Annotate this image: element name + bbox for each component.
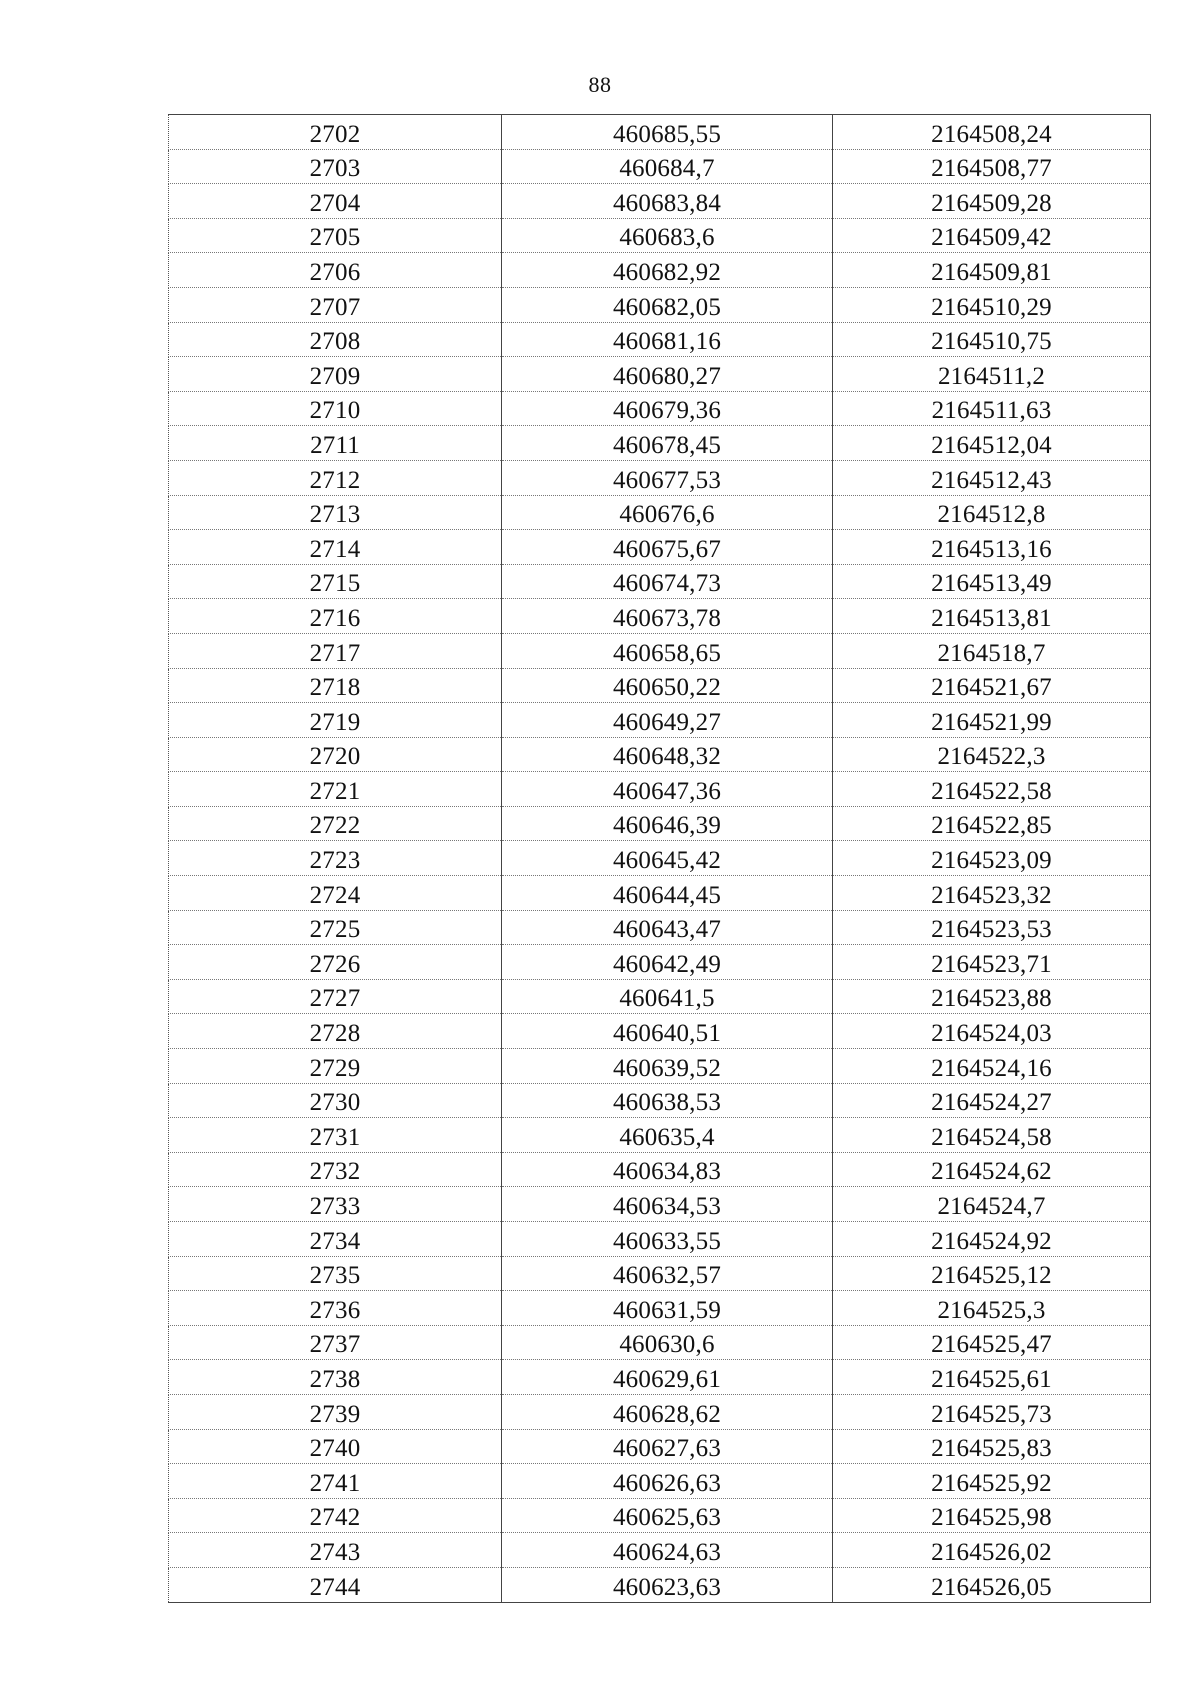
x-coordinate-cell: 460635,4: [502, 1118, 833, 1153]
y-coordinate-cell: 2164513,49: [833, 564, 1151, 599]
y-coordinate-cell: 2164523,53: [833, 910, 1151, 945]
x-coordinate-cell: 460645,42: [502, 841, 833, 876]
point-number-cell: 2729: [169, 1049, 502, 1084]
y-coordinate-cell: 2164524,58: [833, 1118, 1151, 1153]
y-coordinate-cell: 2164512,43: [833, 460, 1151, 495]
x-coordinate-cell: 460684,7: [502, 149, 833, 184]
x-coordinate-cell: 460680,27: [502, 357, 833, 392]
table-row: [169, 1049, 1151, 1084]
x-coordinate-cell: 460678,45: [502, 426, 833, 461]
table-row: [169, 772, 1151, 807]
x-coordinate-cell: 460674,73: [502, 564, 833, 599]
x-coordinate-cell: 460676,6: [502, 495, 833, 530]
y-coordinate-cell: 2164513,81: [833, 599, 1151, 634]
x-coordinate-cell: 460658,65: [502, 633, 833, 668]
table-row: [169, 737, 1151, 772]
x-coordinate-cell: 460625,63: [502, 1498, 833, 1533]
table-row: [169, 1152, 1151, 1187]
point-number-cell: 2702: [169, 115, 502, 150]
x-coordinate-cell: 460682,05: [502, 287, 833, 322]
y-coordinate-cell: 2164524,03: [833, 1014, 1151, 1049]
point-number-cell: 2718: [169, 668, 502, 703]
y-coordinate-cell: 2164512,04: [833, 426, 1151, 461]
table-row: [169, 1325, 1151, 1360]
y-coordinate-cell: 2164525,73: [833, 1394, 1151, 1429]
x-coordinate-cell: 460643,47: [502, 910, 833, 945]
y-coordinate-cell: 2164524,7: [833, 1187, 1151, 1222]
x-coordinate-cell: 460648,32: [502, 737, 833, 772]
table-row: [169, 115, 1151, 150]
y-coordinate-cell: 2164522,58: [833, 772, 1151, 807]
point-number-cell: 2735: [169, 1256, 502, 1291]
x-coordinate-cell: 460628,62: [502, 1394, 833, 1429]
point-number-cell: 2737: [169, 1325, 502, 1360]
point-number-cell: 2708: [169, 322, 502, 357]
point-number-cell: 2725: [169, 910, 502, 945]
x-coordinate-cell: 460632,57: [502, 1256, 833, 1291]
y-coordinate-cell: 2164524,62: [833, 1152, 1151, 1187]
y-coordinate-cell: 2164523,32: [833, 876, 1151, 911]
point-number-cell: 2715: [169, 564, 502, 599]
y-coordinate-cell: 2164510,29: [833, 287, 1151, 322]
table-row: [169, 564, 1151, 599]
table-row: [169, 218, 1151, 253]
point-number-cell: 2728: [169, 1014, 502, 1049]
table-row: [169, 945, 1151, 980]
point-number-cell: 2724: [169, 876, 502, 911]
x-coordinate-cell: 460673,78: [502, 599, 833, 634]
table-row: [169, 1222, 1151, 1257]
point-number-cell: 2731: [169, 1118, 502, 1153]
point-number-cell: 2713: [169, 495, 502, 530]
y-coordinate-cell: 2164525,61: [833, 1360, 1151, 1395]
y-coordinate-cell: 2164508,24: [833, 115, 1151, 150]
point-number-cell: 2717: [169, 633, 502, 668]
point-number-cell: 2722: [169, 806, 502, 841]
point-number-cell: 2716: [169, 599, 502, 634]
y-coordinate-cell: 2164511,2: [833, 357, 1151, 392]
y-coordinate-cell: 2164522,85: [833, 806, 1151, 841]
coordinates-table: [168, 114, 1151, 1603]
table-row: [169, 1533, 1151, 1568]
x-coordinate-cell: 460683,84: [502, 184, 833, 219]
point-number-cell: 2707: [169, 287, 502, 322]
point-number-cell: 2712: [169, 460, 502, 495]
x-coordinate-cell: 460685,55: [502, 115, 833, 150]
table-row: [169, 1567, 1151, 1602]
point-number-cell: 2734: [169, 1222, 502, 1257]
x-coordinate-cell: 460626,63: [502, 1464, 833, 1499]
table-row: [169, 1498, 1151, 1533]
x-coordinate-cell: 460634,83: [502, 1152, 833, 1187]
x-coordinate-cell: 460641,5: [502, 979, 833, 1014]
table-row: [169, 357, 1151, 392]
table-row: [169, 1256, 1151, 1291]
y-coordinate-cell: 2164524,16: [833, 1049, 1151, 1084]
table-row: [169, 876, 1151, 911]
y-coordinate-cell: 2164523,09: [833, 841, 1151, 876]
x-coordinate-cell: 460642,49: [502, 945, 833, 980]
x-coordinate-cell: 460650,22: [502, 668, 833, 703]
x-coordinate-cell: 460681,16: [502, 322, 833, 357]
table-row: [169, 910, 1151, 945]
y-coordinate-cell: 2164508,77: [833, 149, 1151, 184]
point-number-cell: 2742: [169, 1498, 502, 1533]
table-row: [169, 1464, 1151, 1499]
table-row: [169, 149, 1151, 184]
y-coordinate-cell: 2164510,75: [833, 322, 1151, 357]
y-coordinate-cell: 2164509,42: [833, 218, 1151, 253]
x-coordinate-cell: 460623,63: [502, 1567, 833, 1602]
point-number-cell: 2711: [169, 426, 502, 461]
table-row: [169, 633, 1151, 668]
point-number-cell: 2739: [169, 1394, 502, 1429]
x-coordinate-cell: 460646,39: [502, 806, 833, 841]
y-coordinate-cell: 2164525,83: [833, 1429, 1151, 1464]
point-number-cell: 2719: [169, 703, 502, 738]
y-coordinate-cell: 2164511,63: [833, 391, 1151, 426]
table-row: [169, 322, 1151, 357]
point-number-cell: 2733: [169, 1187, 502, 1222]
point-number-cell: 2705: [169, 218, 502, 253]
point-number-cell: 2706: [169, 253, 502, 288]
table-row: [169, 495, 1151, 530]
y-coordinate-cell: 2164525,3: [833, 1291, 1151, 1326]
table-row: [169, 1187, 1151, 1222]
y-coordinate-cell: 2164524,27: [833, 1083, 1151, 1118]
table-row: [169, 460, 1151, 495]
table-row: [169, 1083, 1151, 1118]
table-row: [169, 668, 1151, 703]
point-number-cell: 2723: [169, 841, 502, 876]
table-row: [169, 806, 1151, 841]
page-number: 88: [588, 72, 612, 97]
x-coordinate-cell: 460638,53: [502, 1083, 833, 1118]
table-row: [169, 1118, 1151, 1153]
table-row: [169, 979, 1151, 1014]
y-coordinate-cell: 2164523,71: [833, 945, 1151, 980]
table-row: [169, 426, 1151, 461]
x-coordinate-cell: 460629,61: [502, 1360, 833, 1395]
x-coordinate-cell: 460639,52: [502, 1049, 833, 1084]
x-coordinate-cell: 460649,27: [502, 703, 833, 738]
x-coordinate-cell: 460627,63: [502, 1429, 833, 1464]
y-coordinate-cell: 2164526,02: [833, 1533, 1151, 1568]
y-coordinate-cell: 2164526,05: [833, 1567, 1151, 1602]
x-coordinate-cell: 460630,6: [502, 1325, 833, 1360]
point-number-cell: 2720: [169, 737, 502, 772]
table-row: [169, 1394, 1151, 1429]
y-coordinate-cell: 2164522,3: [833, 737, 1151, 772]
coordinates-table-body: [169, 115, 1151, 1603]
table-row: [169, 1360, 1151, 1395]
table-row: [169, 841, 1151, 876]
point-number-cell: 2709: [169, 357, 502, 392]
table-row: [169, 703, 1151, 738]
x-coordinate-cell: 460675,67: [502, 530, 833, 565]
point-number-cell: 2704: [169, 184, 502, 219]
point-number-cell: 2703: [169, 149, 502, 184]
x-coordinate-cell: 460647,36: [502, 772, 833, 807]
table-row: [169, 253, 1151, 288]
y-coordinate-cell: 2164518,7: [833, 633, 1151, 668]
point-number-cell: 2743: [169, 1533, 502, 1568]
table-row: [169, 530, 1151, 565]
point-number-cell: 2740: [169, 1429, 502, 1464]
x-coordinate-cell: 460679,36: [502, 391, 833, 426]
point-number-cell: 2738: [169, 1360, 502, 1395]
point-number-cell: 2710: [169, 391, 502, 426]
y-coordinate-cell: 2164525,47: [833, 1325, 1151, 1360]
point-number-cell: 2730: [169, 1083, 502, 1118]
y-coordinate-cell: 2164523,88: [833, 979, 1151, 1014]
y-coordinate-cell: 2164521,99: [833, 703, 1151, 738]
x-coordinate-cell: 460677,53: [502, 460, 833, 495]
x-coordinate-cell: 460683,6: [502, 218, 833, 253]
x-coordinate-cell: 460634,53: [502, 1187, 833, 1222]
y-coordinate-cell: 2164521,67: [833, 668, 1151, 703]
table-row: [169, 599, 1151, 634]
point-number-cell: 2721: [169, 772, 502, 807]
table-row: [169, 1291, 1151, 1326]
point-number-cell: 2736: [169, 1291, 502, 1326]
point-number-cell: 2732: [169, 1152, 502, 1187]
x-coordinate-cell: 460640,51: [502, 1014, 833, 1049]
y-coordinate-cell: 2164525,92: [833, 1464, 1151, 1499]
table-row: [169, 1429, 1151, 1464]
point-number-cell: 2741: [169, 1464, 502, 1499]
point-number-cell: 2727: [169, 979, 502, 1014]
point-number-cell: 2744: [169, 1567, 502, 1602]
y-coordinate-cell: 2164512,8: [833, 495, 1151, 530]
table-row: [169, 1014, 1151, 1049]
x-coordinate-cell: 460631,59: [502, 1291, 833, 1326]
x-coordinate-cell: 460624,63: [502, 1533, 833, 1568]
x-coordinate-cell: 460682,92: [502, 253, 833, 288]
x-coordinate-cell: 460644,45: [502, 876, 833, 911]
y-coordinate-cell: 2164525,12: [833, 1256, 1151, 1291]
y-coordinate-cell: 2164513,16: [833, 530, 1151, 565]
x-coordinate-cell: 460633,55: [502, 1222, 833, 1257]
point-number-cell: 2714: [169, 530, 502, 565]
y-coordinate-cell: 2164509,28: [833, 184, 1151, 219]
table-row: [169, 391, 1151, 426]
y-coordinate-cell: 2164509,81: [833, 253, 1151, 288]
y-coordinate-cell: 2164524,92: [833, 1222, 1151, 1257]
y-coordinate-cell: 2164525,98: [833, 1498, 1151, 1533]
point-number-cell: 2726: [169, 945, 502, 980]
table-row: [169, 287, 1151, 322]
table-row: [169, 184, 1151, 219]
